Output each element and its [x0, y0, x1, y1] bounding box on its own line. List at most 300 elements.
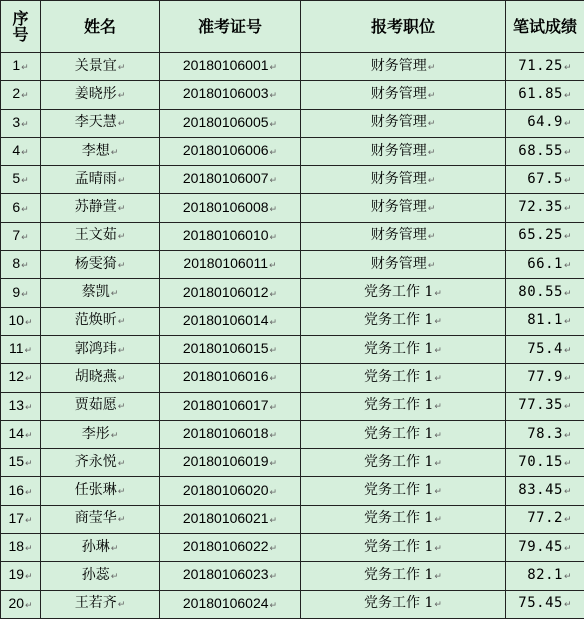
header-seq — [1, 1, 41, 53]
paragraph-mark-icon: ↵ — [269, 600, 278, 611]
seq-value: 9 — [12, 283, 21, 300]
paragraph-mark-icon: ↵ — [25, 515, 33, 526]
seq-value: 4 — [12, 142, 21, 159]
cell-name — [41, 53, 160, 81]
paragraph-mark-icon: ↵ — [269, 402, 278, 413]
paragraph-mark-icon: ↵ — [434, 289, 442, 300]
table-row — [1, 279, 584, 307]
position-value: 财务管理 — [370, 199, 427, 216]
paragraph-mark-icon: ↵ — [434, 543, 442, 554]
cell-seq — [1, 166, 41, 194]
paragraph-mark-icon: ↵ — [434, 430, 442, 441]
cell-seq — [1, 53, 41, 81]
paragraph-mark-icon: ↵ — [269, 572, 278, 583]
cell-score — [506, 562, 584, 590]
position-value: 财务管理 — [370, 57, 427, 74]
paragraph-mark-icon: ↵ — [563, 147, 572, 158]
cell-name — [41, 534, 160, 562]
paragraph-mark-icon: ↵ — [110, 543, 119, 554]
paragraph-mark-icon: ↵ — [25, 317, 33, 328]
paragraph-mark-icon: ↵ — [563, 458, 572, 469]
paragraph-mark-icon: ↵ — [269, 148, 278, 159]
exam-id-value: 20180106016 — [182, 368, 269, 385]
seq-value: 18 — [8, 538, 25, 555]
cell-exam-id — [160, 420, 301, 448]
cell-position — [301, 505, 506, 533]
paragraph-mark-icon: ↵ — [427, 119, 436, 130]
paragraph-mark-icon: ↵ — [434, 317, 442, 328]
name-value: 范焕昕 — [74, 312, 117, 329]
cell-name — [41, 307, 160, 335]
paragraph-mark-icon: ↵ — [269, 63, 278, 74]
exam-id-value: 20180106022 — [182, 538, 269, 555]
cell-position — [301, 534, 506, 562]
cell-name — [41, 449, 160, 477]
table-row — [1, 505, 584, 533]
table-row — [1, 53, 584, 81]
cell-exam-id — [160, 251, 301, 279]
cell-score — [506, 166, 584, 194]
paragraph-mark-icon: ↵ — [563, 543, 572, 554]
paragraph-mark-icon: ↵ — [427, 147, 436, 158]
paragraph-mark-icon: ↵ — [117, 260, 126, 271]
seq-value: 13 — [8, 396, 25, 413]
paragraph-mark-icon: ↵ — [25, 374, 33, 385]
exam-id-value: 20180106017 — [182, 396, 269, 413]
cell-score — [506, 505, 584, 533]
paragraph-mark-icon: ↵ — [563, 260, 572, 271]
cell-score — [506, 392, 584, 420]
name-value: 任张琳 — [74, 482, 117, 499]
table-row — [1, 534, 584, 562]
cell-exam-id — [160, 505, 301, 533]
paragraph-mark-icon: ↵ — [563, 402, 572, 413]
paragraph-mark-icon: ↵ — [434, 487, 442, 498]
cell-position — [301, 477, 506, 505]
cell-position — [301, 392, 506, 420]
position-value: 财务管理 — [370, 85, 427, 102]
exam-id-value: 20180106008 — [182, 198, 269, 215]
cell-exam-id — [160, 137, 301, 165]
position-value: 党务工作 1 — [364, 425, 434, 442]
paragraph-mark-icon: ↵ — [434, 373, 442, 384]
paragraph-mark-icon: ↵ — [21, 232, 29, 243]
seq-value: 15 — [8, 453, 25, 470]
paragraph-mark-icon: ↵ — [117, 600, 126, 611]
cell-score — [506, 335, 584, 363]
cell-seq — [1, 279, 41, 307]
cell-seq — [1, 335, 41, 363]
cell-seq — [1, 505, 41, 533]
paragraph-mark-icon: ↵ — [434, 600, 442, 611]
table-row — [1, 81, 584, 109]
paragraph-mark-icon: ↵ — [563, 175, 572, 186]
position-value: 党务工作 1 — [364, 595, 434, 612]
paragraph-mark-icon: ↵ — [117, 373, 126, 384]
paragraph-mark-icon: ↵ — [269, 176, 278, 187]
paragraph-mark-icon: ↵ — [427, 175, 436, 186]
paragraph-mark-icon: ↵ — [434, 402, 442, 413]
paragraph-mark-icon: ↵ — [427, 62, 436, 73]
exam-id-value: 20180106012 — [182, 283, 269, 300]
paragraph-mark-icon: ↵ — [563, 90, 572, 101]
seq-value: 17 — [8, 509, 25, 526]
seq-value: 20 — [8, 594, 25, 611]
paragraph-mark-icon: ↵ — [563, 515, 572, 526]
score-value: 80.55 — [518, 284, 563, 301]
cell-seq — [1, 534, 41, 562]
table-row — [1, 137, 584, 165]
paragraph-mark-icon: ↵ — [117, 62, 126, 73]
score-value: 68.55 — [518, 142, 563, 159]
score-value: 82.1 — [527, 566, 563, 583]
cell-exam-id — [160, 335, 301, 363]
paragraph-mark-icon: ↵ — [427, 90, 436, 101]
cell-score — [506, 222, 584, 250]
paragraph-mark-icon: ↵ — [25, 572, 33, 583]
cell-score — [506, 477, 584, 505]
cell-exam-id — [160, 449, 301, 477]
paragraph-mark-icon: ↵ — [269, 232, 278, 243]
name-value: 蔡凯 — [81, 284, 110, 301]
cell-score — [506, 590, 584, 618]
header-exam-id: 准考证号 — [160, 1, 301, 53]
paragraph-mark-icon: ↵ — [117, 487, 126, 498]
cell-seq — [1, 392, 41, 420]
exam-id-value: 20180106010 — [182, 226, 269, 243]
table-row — [1, 364, 584, 392]
cell-exam-id — [160, 477, 301, 505]
table-row — [1, 109, 584, 137]
table-row — [1, 307, 584, 335]
score-value: 66.1 — [527, 255, 563, 272]
cell-name — [41, 392, 160, 420]
score-value: 75.45 — [518, 595, 563, 612]
cell-name — [41, 420, 160, 448]
cell-position — [301, 364, 506, 392]
paragraph-mark-icon: ↵ — [434, 458, 442, 469]
cell-position — [301, 194, 506, 222]
name-value: 王若齐 — [74, 595, 117, 612]
cell-position — [301, 251, 506, 279]
seq-value: 3 — [12, 113, 21, 130]
cell-seq — [1, 449, 41, 477]
cell-seq — [1, 477, 41, 505]
paragraph-mark-icon: ↵ — [25, 600, 33, 611]
paragraph-mark-icon: ↵ — [563, 289, 572, 300]
seq-value: 8 — [12, 255, 21, 272]
cell-position — [301, 307, 506, 335]
paragraph-mark-icon: ↵ — [427, 232, 436, 243]
table-row — [1, 590, 584, 618]
cell-exam-id — [160, 364, 301, 392]
cell-score — [506, 420, 584, 448]
exam-id-value: 20180106020 — [182, 481, 269, 498]
seq-value: 5 — [12, 170, 21, 187]
paragraph-mark-icon: ↵ — [269, 431, 278, 441]
paragraph-mark-icon: ↵ — [25, 402, 33, 413]
cell-exam-id — [160, 279, 301, 307]
paragraph-mark-icon: ↵ — [25, 459, 33, 470]
header-name: 姓名 — [41, 1, 160, 53]
table-row — [1, 562, 584, 590]
cell-seq — [1, 81, 41, 109]
paragraph-mark-icon: ↵ — [117, 345, 126, 356]
score-value: 81.1 — [527, 312, 563, 329]
cell-exam-id — [160, 109, 301, 137]
header-seq-line2: 号 — [12, 24, 29, 44]
name-value: 孙蕊 — [81, 566, 110, 583]
paragraph-mark-icon: ↵ — [117, 204, 126, 215]
position-value: 财务管理 — [370, 255, 427, 272]
position-value: 党务工作 1 — [364, 312, 434, 329]
paragraph-mark-icon: ↵ — [563, 62, 572, 73]
name-value: 贾茹愿 — [74, 397, 117, 414]
position-value: 党务工作 1 — [364, 340, 434, 357]
seq-value: 2 — [12, 85, 21, 102]
cell-exam-id — [160, 194, 301, 222]
cell-exam-id — [160, 562, 301, 590]
cell-name — [41, 81, 160, 109]
table-row — [1, 194, 584, 222]
name-value: 商莹华 — [74, 510, 117, 527]
paragraph-mark-icon: ↵ — [427, 204, 436, 215]
header-seq-line1: 序 — [12, 8, 29, 28]
exam-id-value: 20180106001 — [182, 57, 269, 74]
cell-exam-id — [160, 222, 301, 250]
cell-score — [506, 109, 584, 137]
paragraph-mark-icon: ↵ — [21, 176, 29, 187]
cell-position — [301, 449, 506, 477]
score-value: 70.15 — [518, 453, 563, 470]
header-score: 笔试成绩 — [506, 1, 584, 53]
paragraph-mark-icon: ↵ — [117, 175, 126, 186]
paragraph-mark-icon: ↵ — [21, 289, 29, 300]
position-value: 财务管理 — [370, 227, 427, 244]
paragraph-mark-icon: ↵ — [563, 204, 572, 215]
paragraph-mark-icon: ↵ — [269, 374, 278, 385]
paragraph-mark-icon: ↵ — [21, 119, 29, 130]
exam-id-value: 20180106005 — [182, 113, 269, 130]
cell-score — [506, 251, 584, 279]
table-row — [1, 477, 584, 505]
table-body — [1, 53, 584, 619]
cell-score — [506, 279, 584, 307]
paragraph-mark-icon: ↵ — [269, 204, 278, 215]
paragraph-mark-icon: ↵ — [434, 515, 442, 526]
paragraph-mark-icon: ↵ — [563, 571, 572, 582]
cell-exam-id — [160, 590, 301, 618]
paragraph-mark-icon: ↵ — [117, 90, 126, 101]
exam-id-value: 20180106023 — [182, 566, 269, 583]
name-value: 齐永悦 — [74, 453, 117, 470]
score-value: 77.35 — [518, 397, 563, 414]
cell-seq — [1, 364, 41, 392]
header-row — [1, 1, 584, 53]
cell-position — [301, 137, 506, 165]
table-row — [1, 222, 584, 250]
cell-score — [506, 53, 584, 81]
position-value: 党务工作 1 — [364, 284, 434, 301]
cell-name — [41, 590, 160, 618]
cell-position — [301, 53, 506, 81]
position-value: 党务工作 1 — [364, 566, 434, 583]
cell-position — [301, 335, 506, 363]
name-value: 胡晓燕 — [74, 368, 117, 385]
name-value: 王文茹 — [74, 227, 117, 244]
name-value: 关景宜 — [74, 57, 117, 74]
cell-name — [41, 364, 160, 392]
exam-id-value: 20180106021 — [182, 509, 269, 526]
paragraph-mark-icon: ↵ — [269, 459, 278, 470]
paragraph-mark-icon: ↵ — [434, 571, 442, 582]
cell-position — [301, 109, 506, 137]
cell-name — [41, 166, 160, 194]
paragraph-mark-icon: ↵ — [563, 232, 572, 243]
cell-name — [41, 505, 160, 533]
paragraph-mark-icon: ↵ — [25, 487, 33, 498]
paragraph-mark-icon: ↵ — [563, 487, 572, 498]
table-row — [1, 449, 584, 477]
paragraph-mark-icon: ↵ — [21, 63, 29, 74]
paragraph-mark-icon: ↵ — [25, 431, 33, 441]
paragraph-mark-icon: ↵ — [117, 232, 126, 243]
seq-value: 19 — [8, 566, 25, 583]
score-value: 72.35 — [518, 199, 563, 216]
cell-position — [301, 81, 506, 109]
cell-position — [301, 279, 506, 307]
cell-seq — [1, 307, 41, 335]
name-value: 孟晴雨 — [74, 170, 117, 187]
paragraph-mark-icon: ↵ — [24, 346, 33, 357]
paragraph-mark-icon: ↵ — [563, 345, 572, 356]
cell-position — [301, 166, 506, 194]
paragraph-mark-icon: ↵ — [21, 204, 29, 215]
paragraph-mark-icon: ↵ — [563, 317, 572, 328]
cell-seq — [1, 590, 41, 618]
cell-seq — [1, 194, 41, 222]
paragraph-mark-icon: ↵ — [563, 600, 572, 611]
cell-position — [301, 420, 506, 448]
name-value: 李天慧 — [74, 114, 117, 131]
cell-seq — [1, 562, 41, 590]
score-value: 83.45 — [518, 482, 563, 499]
table-row — [1, 335, 584, 363]
table-row — [1, 166, 584, 194]
paragraph-mark-icon: ↵ — [25, 544, 33, 555]
score-value: 79.45 — [518, 538, 563, 555]
paragraph-mark-icon: ↵ — [269, 487, 278, 498]
paragraph-mark-icon: ↵ — [117, 317, 126, 328]
seq-value: 11 — [8, 340, 24, 357]
paragraph-mark-icon: ↵ — [117, 119, 126, 130]
cell-seq — [1, 420, 41, 448]
score-value: 61.85 — [518, 85, 563, 102]
name-value: 苏静萱 — [74, 199, 117, 216]
position-value: 财务管理 — [370, 142, 427, 159]
cell-score — [506, 81, 584, 109]
cell-seq — [1, 109, 41, 137]
paragraph-mark-icon: ↵ — [21, 91, 29, 102]
name-value: 姜晓彤 — [74, 85, 117, 102]
cell-name — [41, 477, 160, 505]
position-value: 财务管理 — [370, 170, 427, 187]
paragraph-mark-icon: ↵ — [117, 458, 126, 469]
score-value: 77.2 — [527, 510, 563, 527]
exam-id-value: 20180106015 — [182, 340, 269, 357]
paragraph-mark-icon: ↵ — [269, 317, 278, 328]
score-value: 75.4 — [527, 340, 563, 357]
cell-position — [301, 222, 506, 250]
paragraph-mark-icon: ↵ — [269, 289, 278, 300]
cell-exam-id — [160, 534, 301, 562]
name-value: 李彤 — [81, 425, 110, 442]
position-value: 财务管理 — [370, 114, 427, 131]
cell-exam-id — [160, 392, 301, 420]
cell-exam-id — [160, 307, 301, 335]
cell-seq — [1, 137, 41, 165]
position-value: 党务工作 1 — [364, 482, 434, 499]
seq-value: 16 — [8, 481, 25, 498]
cell-position — [301, 590, 506, 618]
paragraph-mark-icon: ↵ — [110, 289, 119, 300]
paragraph-mark-icon: ↵ — [21, 261, 29, 272]
name-value: 杨雯猗 — [74, 255, 117, 272]
seq-value: 6 — [12, 198, 21, 215]
header-position: 报考职位 — [301, 1, 506, 53]
cell-score — [506, 449, 584, 477]
name-value: 郭鸿玮 — [74, 340, 117, 357]
name-value: 李想 — [81, 142, 110, 159]
cell-name — [41, 109, 160, 137]
table-row — [1, 251, 584, 279]
position-value: 党务工作 1 — [364, 510, 434, 527]
position-value: 党务工作 1 — [364, 368, 434, 385]
seq-value: 14 — [8, 425, 25, 441]
table-row — [1, 420, 584, 448]
exam-id-value: 20180106003 — [182, 85, 269, 102]
paragraph-mark-icon: ↵ — [269, 515, 278, 526]
score-value: 71.25 — [518, 57, 563, 74]
name-value: 孙琳 — [81, 538, 110, 555]
paragraph-mark-icon: ↵ — [117, 515, 126, 526]
paragraph-mark-icon: ↵ — [269, 119, 278, 130]
cell-exam-id — [160, 81, 301, 109]
score-value: 77.9 — [527, 368, 563, 385]
paragraph-mark-icon: ↵ — [110, 147, 119, 158]
paragraph-mark-icon: ↵ — [117, 402, 126, 413]
exam-id-value: 20180106024 — [182, 594, 269, 611]
exam-id-value: 20180106011 — [183, 255, 269, 272]
cell-name — [41, 222, 160, 250]
table-row — [1, 392, 584, 420]
cell-score — [506, 534, 584, 562]
cell-name — [41, 194, 160, 222]
score-value: 78.3 — [527, 425, 563, 442]
paragraph-mark-icon: ↵ — [269, 544, 278, 555]
exam-id-value: 20180106018 — [182, 425, 269, 441]
cell-name — [41, 251, 160, 279]
exam-id-value: 20180106019 — [182, 453, 269, 470]
paragraph-mark-icon: ↵ — [563, 119, 572, 130]
cell-score — [506, 364, 584, 392]
score-value: 67.5 — [527, 170, 563, 187]
cell-name — [41, 279, 160, 307]
exam-id-value: 20180106014 — [182, 311, 269, 328]
exam-id-value: 20180106006 — [182, 142, 269, 159]
seq-value: 7 — [12, 226, 21, 243]
paragraph-mark-icon: ↵ — [110, 430, 119, 441]
